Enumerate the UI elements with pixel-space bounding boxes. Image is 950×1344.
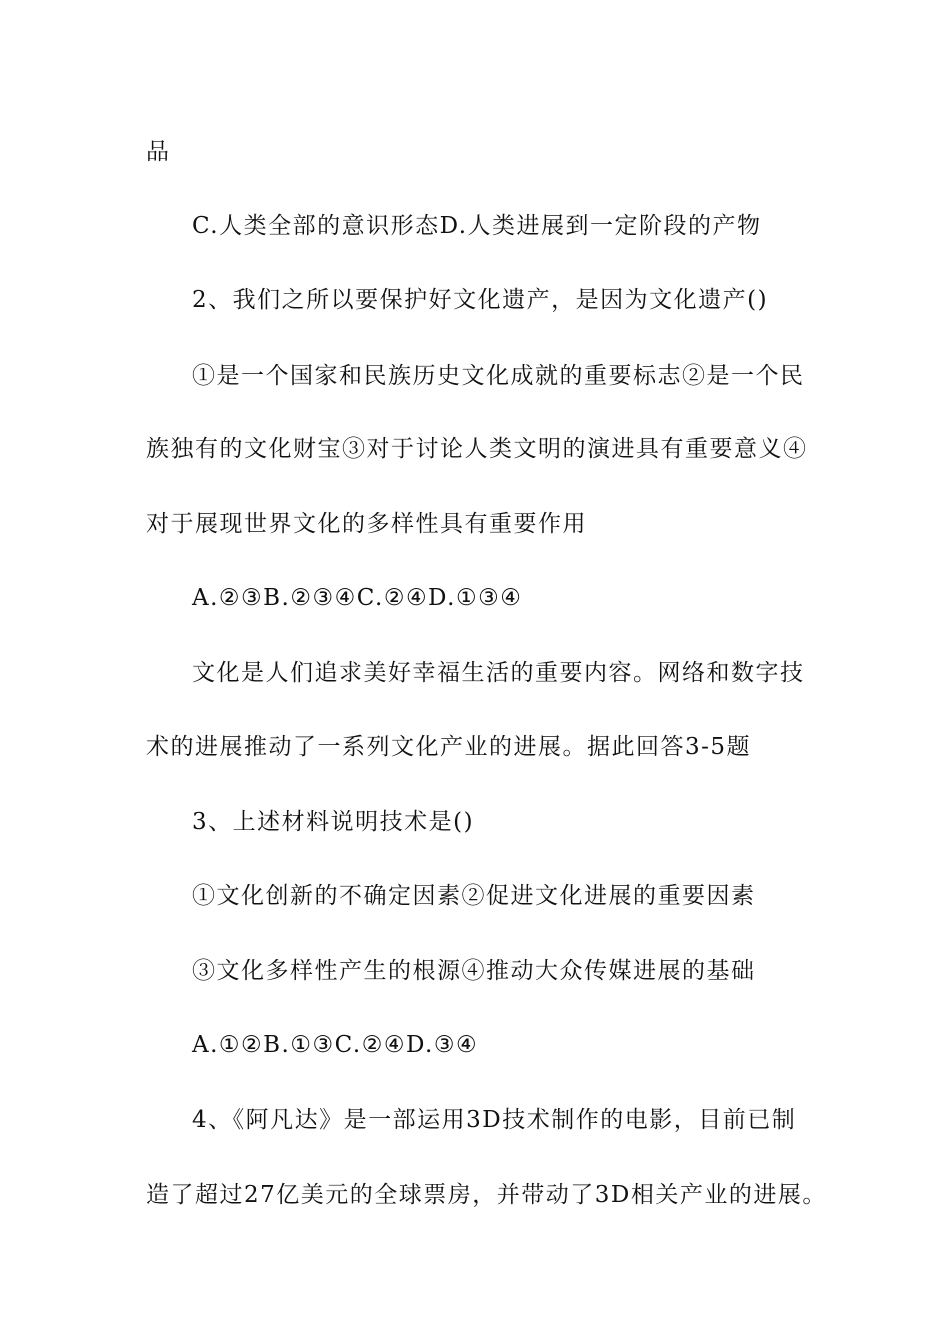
text-line-q2-statements-1: ①是一个国家和民族历史文化成就的重要标志②是一个民 bbox=[192, 363, 805, 389]
text-line-q2-statements-2: 族独有的文化财宝③对于讨论人类文明的演进具有重要意义④ bbox=[146, 436, 808, 462]
text-line-question-3: 3、上述材料说明技术是() bbox=[192, 809, 475, 835]
text-line-question-4-cont: 造了超过27亿美元的全球票房，并带动了3D相关产业的进展。 bbox=[146, 1182, 827, 1208]
text-line-question-4: 4、《阿凡达》是一部运用3D技术制作的电影，目前已制 bbox=[192, 1107, 797, 1133]
text-line-q3-statements-1: ①文化创新的不确定因素②促进文化进展的重要因素 bbox=[192, 883, 756, 909]
text-line-option-cd: C.人类全部的意识形态D.人类进展到一定阶段的产物 bbox=[192, 213, 762, 239]
text-line-q3-options: A.①②B.①③C.②④D.③④ bbox=[192, 1032, 479, 1058]
text-line-fragment: 品 bbox=[146, 139, 171, 165]
text-line-q2-statements-3: 对于展现世界文化的多样性具有重要作用 bbox=[146, 511, 587, 537]
text-line-material-2: 术的进展推动了一系列文化产业的进展。据此回答3-5题 bbox=[146, 734, 752, 760]
text-line-question-2: 2、我们之所以要保护好文化遗产，是因为文化遗产() bbox=[192, 287, 769, 313]
text-line-q3-statements-2: ③文化多样性产生的根源④推动大众传媒进展的基础 bbox=[192, 958, 756, 984]
text-line-q2-options: A.②③B.②③④C.②④D.①③④ bbox=[192, 585, 523, 611]
text-line-material-1: 文化是人们追求美好幸福生活的重要内容。网络和数字技 bbox=[192, 660, 805, 686]
